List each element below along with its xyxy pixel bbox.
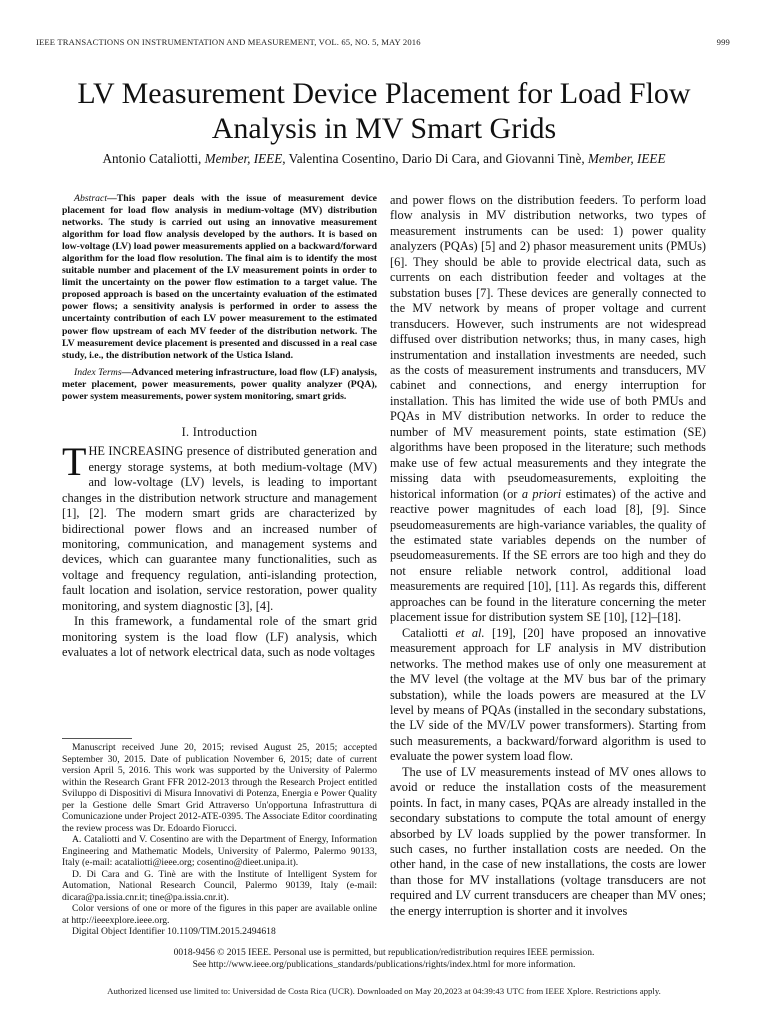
paper-title-line-1: LV Measurement Device Placement for Load Flow — [77, 77, 691, 110]
author-role: Member, IEEE — [587, 151, 666, 166]
author-list: Antonio Cataliotti, Member, IEEE, Valentina Cosentino, Dario Di Cara, and Giovanni Tinè, Member, IEEE — [102, 151, 666, 166]
running-header — [36, 37, 730, 47]
footnote-manuscript: Manuscript received June 20, 2015; revised August 25, 2015; accepted September 30, 2015. Date of publication November 6, 2015; date of current version April 5, 2016. This work was supported by the University of Palermo within the Research Grant FFR 2012-2013 through the Research Project entitled Sviluppo di Dispositivi di Misura Innovativi di Potenza, Energia e Power Quality per la Gestione delle Smart Grid Attraverso Un'opportuna Infrastruttura di Comunicazione under Project 2012-ATE-0395. The Associate Editor coordinating the review process was Dr. Edoardo Fiorucci. — [62, 742, 377, 834]
author-name: Dario Di Cara — [401, 151, 477, 166]
left-column — [62, 193, 377, 661]
drop-cap: T — [62, 439, 87, 485]
small-caps-lead: HE INCREASING — [88, 444, 184, 459]
copyright-line-2: See http://www.ieee.org/publications_standards/publications/rights/index.html for more information. — [192, 960, 576, 970]
page-number: 999 — [716, 37, 730, 47]
paragraph-text: [19], [20] have proposed an innovative measurement approach for LF analysis in MV distribution networks. The method makes use of only one measurement at the MV level (the voltage at the MV bus bar of the primary substation), while the loads powers are measured at the LV level by means of PQAs (installed in the secondary substations, the LV side of the MV/LV power transformers). Starting from such measurements, a backward/forward algorithm is used to evaluate the power system load flow. — [390, 625, 707, 764]
author-role: Member, IEEE — [204, 151, 283, 166]
abstract-text: This paper deals with the issue of measurement device placement for load flow analysis in medium-voltage (MV) distribution networks. The study is carried out using an innovative measurement algorithm for load flow analysis developed by the authors. It is based on low-voltage (LV) load power measurements applied on a backward/forward algorithm for the load flow resolution. The final aim is to identify the most suitable number and placement of the LV measurement points in order to limit the uncertainty on the power flow estimation to a target value. The proposed approach is based on the uncertainty evaluation of the estimated power flows; a sensitivity analysis is performed in order to assess the uncertainty contribution of each LV power measurement to the estimated power flow upstream of each MV feeder of the distribution network. The LV measurement device placement is presented and discussed in a real case study, i.e., the distribution network of the Ustica Island. — [62, 193, 377, 361]
footnote-doi: Digital Object Identifier 10.1109/TIM.2015.2494618 — [72, 926, 276, 937]
intro-paragraph-2: In this framework, a fundamental role of the smart grid monitoring system is the load flow (LF) analysis, which evaluates a lot of network electrical data, such as node voltages — [62, 614, 377, 660]
author-name: Valentina Cosentino — [288, 151, 396, 166]
right-paragraph-2 — [390, 626, 706, 765]
footnotes — [62, 742, 377, 938]
paper-title-line-2: Analysis in MV Smart Grids — [211, 112, 557, 145]
footnote-rule — [62, 738, 132, 739]
footnote-color: Color versions of one or more of the figures in this paper are available online at http://ieeexplore.ieee.org. — [62, 903, 377, 926]
footnote-affiliation-1: A. Cataliotti and V. Cosentino are with the Department of Energy, Information Engineering and Mathematic Models, University of Palermo, Palermo 90133, Italy (e-mail: acataliotti@ieee.org; cosentino@dieet.unipa.it). — [62, 834, 377, 868]
journal-line: IEEE TRANSACTIONS ON INSTRUMENTATION AND MEASUREMENT, VOL. 65, NO. 5, MAY 2016 — [36, 37, 421, 47]
index-terms-text: Advanced metering infrastructure, load flow (LF) analysis, meter placement, power measurements, power quality analyzer (PQA), power system measurements, power system monitoring, smart grids. — [62, 366, 377, 402]
paragraph-text: Cataliotti — [402, 625, 448, 640]
intro-text: presence of distributed generation and energy storage systems, at both medium-voltage (MV) and low-voltage (LV) levels, is leading to important changes in the distribution network structure and management [1], [2]. The modern smart grids are characterized by bidirectional power flows and an increased number of monitoring, communication, and management systems and devices, which can guarantee many functionalities, such as voltage and frequency regulation, anti-islanding protection, fault location and isolation, service restoration, power quality monitoring, and system diagnostic [3], [4]. — [62, 444, 377, 613]
section-heading: I. Introduction — [181, 424, 258, 439]
footnote-affiliation-2: D. Di Cara and G. Tinè are with the Institute of Intelligent System for Automation, National Research Council, Palermo 90139, Italy (e-mail: dicara@pa.issia.cnr.it; tine@pa.issia.cnr.it). — [62, 868, 377, 903]
intro-paragraph-1 — [62, 439, 377, 614]
italic-term: et al. — [455, 625, 485, 640]
author-name: Antonio Cataliotti — [102, 151, 199, 166]
italic-term: a priori — [521, 486, 562, 501]
paragraph-text: and power flows on the distribution feeders. To perform load flow analysis in MV distribution networks, two types of measurement instruments can be used: 1) power quality analyzers (PQAs) [5] and 2) phasor measurement units (PMUs) [6]. They should be able to provide electrical data, such as currents on each distribution feeder and voltages at the substation buses [7]. These devices are generally connected to the MV network by means of proper voltage and current transducers. However, such instruments are not widespread diffused over distribution networks; thus, in many cases, high instrumentation and installation investments are needed, such as the costs of measurement instruments and transducers, MV cabinet and connections, and energy interruption for installation. This has limited the wide use of both PMUs and PQAs in MV distribution networks. In order to reduce the number of MV measurement points, state estimation (SE) algorithms have been proposed in the literature; such methods make use of few actual measurements and they integrate the missing data with pseudomeasurements, exploiting the historical information (or — [390, 193, 706, 501]
index-terms-label: Index Terms — [74, 366, 122, 378]
right-paragraph-1 — [390, 193, 706, 626]
paragraph-text: estimates) of the active and reactive power magnitudes of each load [8], [9]. Since pseudomeasurements are high-variance variables, the quality of the estimated state variables depends on the number of pseudomeasurements. If the SE errors are too high and they do not ensure reliable network control, additional load measurements are required [10], [11]. As regards this, different approaches can be found in the literature concerning the meter placement issue for distribution system SE [10], [12]–[18]. — [390, 486, 707, 625]
index-terms: Index Terms—Advanced metering infrastructure, load flow (LF) analysis, meter placement, power measurements, power quality analyzer (PQA), power system measurements, power system monitoring, smart grids. — [62, 366, 377, 402]
right-column — [390, 193, 706, 919]
license-footer: Authorized licensed use limited to: Universidad de Costa Rica (UCR). Downloaded on May 20,2023 at 04:39:43 UTC from IEEE Xplore. Restrictions apply. — [107, 986, 661, 996]
abstract-label: Abstract — [74, 193, 108, 204]
author-name: Giovanni Tinè — [505, 151, 582, 166]
abstract: Abstract—This paper deals with the issue of measurement device placement for load flow analysis in medium-voltage (MV) distribution networks. The study is carried out using an innovative measurement algorithm for load flow analysis developed by the authors. It is based on low-voltage (LV) load power measurements applied on a backward/forward algorithm for the load flow resolution. The final aim is to identify the most suitable number and placement of the LV measurement points in order to limit the uncertainty on the power flow estimation to a target value. The proposed approach is based on the uncertainty evaluation of the estimated power flows; a sensitivity analysis is performed in order to assess the uncertainty contribution of each LV power measurement to the estimated power flow upstream of each MV feeder of the distribution network. The LV measurement device placement is presented and discussed in a real case study, i.e., the distribution network of the Ustica Island. — [62, 193, 377, 361]
copyright-notice — [20, 947, 748, 971]
right-paragraph-3: The use of LV measurements instead of MV ones allows to avoid or reduce the installation costs of the measurement points. In fact, in many cases, PQAs are already installed in the secondary substations to compute the total amount of energy absorbed by LV loads supplied by the power transformer. In such cases, no further installation costs are needed. On the other hand, in the case of new installations, the costs are lower than those for MV installations (voltage transducers are not required and LV current transducers are cheaper than MV ones; the energy interruption is shorter and it involves — [390, 764, 706, 918]
copyright-line-1: 0018-9456 © 2015 IEEE. Personal use is permitted, but republication/redistribution requires IEEE permission. — [173, 948, 595, 958]
